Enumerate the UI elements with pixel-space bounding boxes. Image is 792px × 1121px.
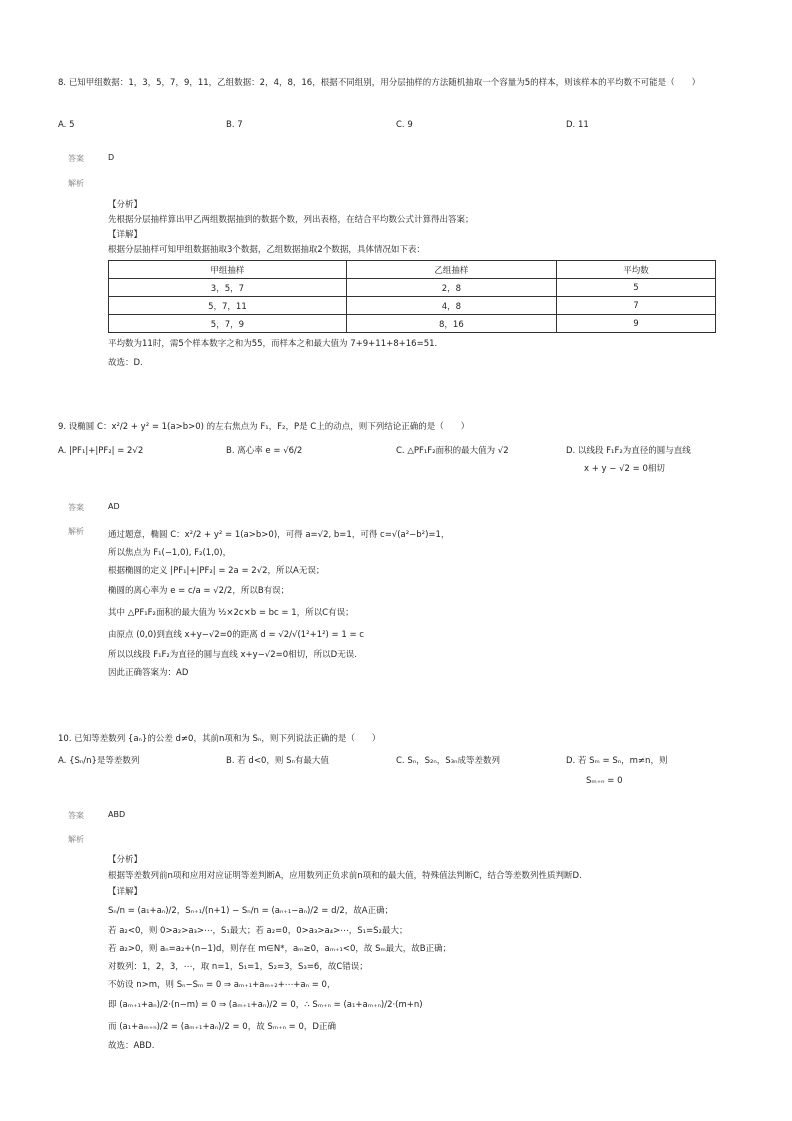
question-8-options bbox=[58, 118, 758, 152]
question-10-stem: 10. 已知等差数列 {aₙ}的公差 d≠0，其前n项和为 Sₙ，则下列说法正确的是（ ） bbox=[58, 734, 381, 744]
q9-option-a: A. |PF₁|+|PF₂| = 2√2 bbox=[58, 446, 144, 456]
q10-analysis-label: 解析 bbox=[68, 835, 84, 844]
q8-sample-table bbox=[108, 260, 716, 333]
table-cell: 5 bbox=[556, 279, 715, 297]
q8-answer-label: 答案 bbox=[68, 154, 84, 163]
q10-line: 即 (aₘ₊₁+aₙ)/2·(n−m) = 0 ⇒ (aₘ₊₁+aₙ)/2 = 0，∴ Sₘ₊ₙ = (a₁+aₘ₊ₙ)/2·(m+n) bbox=[108, 1000, 423, 1010]
q10-line: 根据等差数列前n项和应用对应证明等差判断A，应用数列正负求前n项和的最大值，特殊值法判断C，结合等差数列性质判断D. bbox=[108, 871, 582, 881]
q9-line: 椭圆的离心率为 e = c/a = √2/2，所以B有误； bbox=[108, 586, 290, 596]
q8-analysis-label: 解析 bbox=[68, 179, 84, 188]
table-header-row bbox=[109, 261, 716, 279]
question-8-stem: 8. 已知甲组数据：1，3，5，7，9，11，乙组数据：2，4，8，16，根据不同组别，用分层抽样的方法随机抽取一个容量为5的样本，则该样本的平均数不可能是（ ） bbox=[58, 78, 701, 88]
table-header: 甲组抽样 bbox=[109, 261, 347, 279]
q9-answer-label: 答案 bbox=[68, 503, 84, 512]
q8-line: 故选：D. bbox=[108, 358, 143, 368]
q10-option-d-continued: Sₘ₊ₙ = 0 bbox=[586, 776, 623, 786]
table-cell: 9 bbox=[556, 315, 715, 333]
q8-option-c: C. 9 bbox=[396, 120, 413, 130]
q9-analysis-label: 解析 bbox=[68, 527, 84, 536]
q8-line: 平均数为11时，需5个样本数字之和为55，而样本之和最大值为 7+9+11+8+16=51. bbox=[108, 339, 438, 349]
q9-option-b: B. 离心率 e = √6/2 bbox=[226, 446, 303, 456]
q9-line: 通过题意，椭圆 C：x²/2 + y² = 1(a>b>0)，可得 a=√2, b=1，可得 c=√(a²−b²)=1， bbox=[108, 530, 450, 540]
q10-option-a: A. {Sₙ/n}是等差数列 bbox=[58, 756, 140, 766]
table-row bbox=[109, 297, 716, 315]
q9-option-c: C. △PF₁F₂面积的最大值为 √2 bbox=[396, 446, 509, 456]
q9-line: 由原点 (0,0)到直线 x+y−√2=0的距离 d = √2/√(1²+1²) = 1 = c bbox=[108, 630, 364, 640]
q10-line: 若 a₂>0，则 aₙ=a₂+(n−1)d，则存在 m∈N*，aₘ≥0，aₘ₊₁<0，故 Sₘ最大，故B正确； bbox=[108, 944, 452, 954]
q10-line: 若 a₂<0，则 0>a₂>a₃>⋯，S₁最大；若 a₂=0，0>a₃>a₄>⋯，S₁=S₂最大； bbox=[108, 926, 408, 936]
q10-answer-label: 答案 bbox=[68, 811, 84, 820]
q8-option-b: B. 7 bbox=[226, 120, 243, 130]
q10-line: 【分析】 bbox=[108, 855, 143, 865]
table-header: 乙组抽样 bbox=[346, 261, 556, 279]
question-10-options bbox=[58, 754, 758, 788]
question-9-stem: 9. 设椭圆 C：x²/2 + y² = 1(a>b>0) 的左右焦点为 F₁，F₂，P是 C上的动点，则下列结论正确的是（ ） bbox=[58, 422, 470, 432]
q9-line: 根据椭圆的定义 |PF₁|+|PF₂| = 2a = 2√2，所以A无误； bbox=[108, 566, 325, 576]
q8-option-a: A. 5 bbox=[58, 120, 75, 130]
q8-line: 【分析】 bbox=[108, 200, 143, 210]
table-cell: 3，5，7 bbox=[109, 279, 347, 297]
table-cell: 4，8 bbox=[346, 297, 556, 315]
q10-line: 而 (a₁+aₘ₊ₙ)/2 = (aₘ₊₁+aₙ)/2 = 0，故 Sₘ₊ₙ = 0，D正确 bbox=[108, 1022, 336, 1032]
q9-option-d: D. 以线段 F₁F₂为直径的圆与直线 bbox=[566, 446, 691, 456]
q9-analysis-body bbox=[108, 526, 728, 682]
table-cell: 7 bbox=[556, 297, 715, 315]
table-cell: 5，7，11 bbox=[109, 297, 347, 315]
q9-option-d-continued: x + y − √2 = 0相切 bbox=[584, 464, 665, 474]
q9-line: 所以焦点为 F₁(−1,0), F₂(1,0)， bbox=[108, 548, 232, 558]
q9-line: 因此正确答案为：AD bbox=[108, 668, 189, 678]
q9-answer-value: AD bbox=[108, 502, 120, 511]
table-header: 平均数 bbox=[556, 261, 715, 279]
question-9-options bbox=[58, 444, 758, 478]
q8-analysis-body bbox=[108, 198, 728, 371]
q10-line: Sₙ/n = (a₁+aₙ)/2，Sₙ₊₁/(n+1) − Sₙ/n = (aₙ₊₁−aₙ)/2 = d/2，故A正确； bbox=[108, 906, 394, 916]
q10-line: 【详解】 bbox=[108, 887, 143, 897]
q8-line: 【详解】 bbox=[108, 230, 143, 240]
table-cell: 8，16 bbox=[346, 315, 556, 333]
q10-analysis-body bbox=[108, 852, 728, 1054]
q10-line: 对数列：1，2，3，⋯，取 n=1，S₁=1，S₂=3，S₃=6，故C错误； bbox=[108, 962, 368, 972]
q10-option-c: C. Sₙ，S₂ₙ，S₃ₙ成等差数列 bbox=[396, 756, 501, 766]
q8-option-d: D. 11 bbox=[566, 120, 589, 130]
q10-option-d: D. 若 Sₘ = Sₙ，m≠n，则 bbox=[566, 756, 668, 766]
q8-answer-value: D bbox=[108, 153, 115, 162]
q8-line: 先根据分层抽样算出甲乙两组数据抽到的数据个数，列出表格，在结合平均数公式计算得出答案； bbox=[108, 215, 474, 225]
q10-line: 不妨设 n>m，则 Sₙ−Sₘ = 0 ⇒ aₘ₊₁+aₘ₊₂+⋯+aₙ = 0， bbox=[108, 980, 336, 990]
q10-option-b: B. 若 d<0，则 Sₙ有最大值 bbox=[226, 756, 329, 766]
table-cell: 2，8 bbox=[346, 279, 556, 297]
q8-line: 根据分层抽样可知甲组数据抽取3个数据，乙组数据抽取2个数据，具体情况如下表： bbox=[108, 245, 425, 255]
table-row bbox=[109, 279, 716, 297]
q9-line: 所以以线段 F₁F₂为直径的圆与直线 x+y−√2=0相切，所以D无误. bbox=[108, 650, 357, 660]
q10-answer-value: ABD bbox=[108, 810, 126, 819]
table-row bbox=[109, 315, 716, 333]
table-cell: 5，7，9 bbox=[109, 315, 347, 333]
q10-line: 故选：ABD. bbox=[108, 1041, 155, 1051]
q9-line: 其中 △PF₁F₂面积的最大值为 ½×2c×b = bc = 1，所以C有误； bbox=[108, 608, 354, 618]
